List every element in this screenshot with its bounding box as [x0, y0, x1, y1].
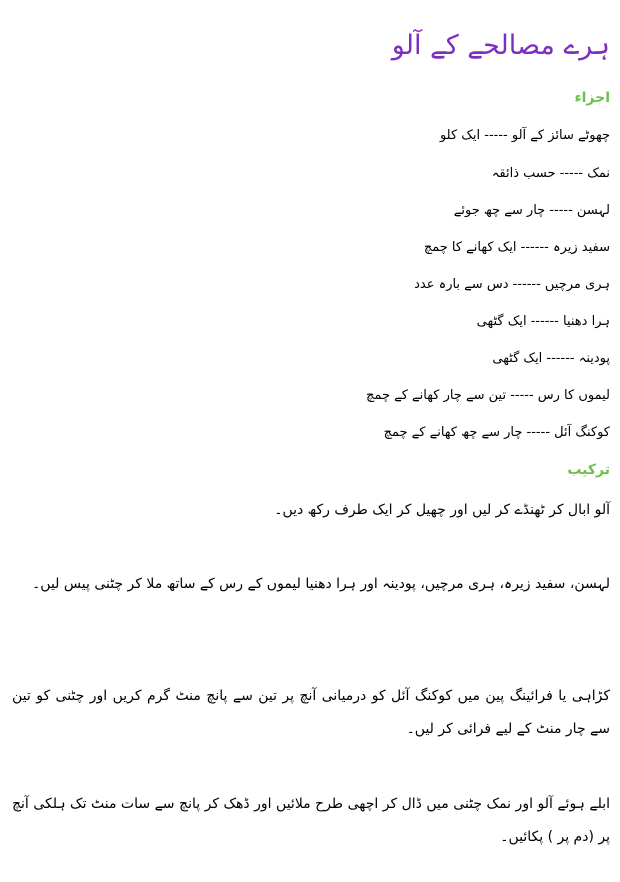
method-heading: ترکیب — [567, 462, 610, 478]
method-step: کڑاہی یا فرائینگ پین میں کوکنگ آئل کو درمیانی آنچ پر تین سے پانچ منٹ گرم کریں اور چٹنی کو تین سے چار منٹ کے لیے فرائی کر لیں۔ — [12, 688, 610, 737]
ingredient-item: پودینہ ------ ایک گٹھی — [492, 351, 610, 366]
ingredient-item: ہری مرچیں ------ دس سے بارہ عدد — [414, 277, 610, 292]
ingredient-item: چھوٹے سائز کے آلو ----- ایک کلو — [439, 128, 610, 143]
method-step: ابلے ہوئے آلو اور نمک چٹنی میں ڈال کر اچھی طرح ملائیں اور ڈھک کر پانچ سے سات منٹ تک ہلکی آنچ پر (دم پر ) پکائیں۔ — [12, 796, 610, 845]
ingredient-item: لیموں کا رس ----- تین سے چار کھانے کے چمچ — [366, 388, 610, 403]
method-step: آلو ابال کر ٹھنڈے کر لیں اور چھیل کر ایک طرف رکھ دیں۔ — [274, 502, 610, 518]
ingredient-item: لہسن ----- چار سے چھ جوئے — [453, 203, 610, 218]
method-step: لہسن، سفید زیرہ، ہری مرچیں، پودینہ اور ہرا دھنیا لیموں کے رس کے ساتھ ملا کر چٹنی پیس لیں۔ — [32, 576, 610, 592]
ingredient-item: ہرا دھنیا ------ ایک گٹھی — [476, 314, 610, 329]
ingredient-item: نمک ----- حسب ذائقہ — [491, 166, 610, 181]
recipe-title: ہرے مصالحے کے آلو — [391, 30, 610, 61]
ingredients-heading: اجزاء — [574, 90, 610, 106]
ingredient-item: سفید زیرہ ------ ایک کھانے کا چمچ — [423, 240, 610, 255]
ingredient-item: کوکنگ آئل ----- چار سے چھ کھانے کے چمچ — [383, 425, 610, 440]
